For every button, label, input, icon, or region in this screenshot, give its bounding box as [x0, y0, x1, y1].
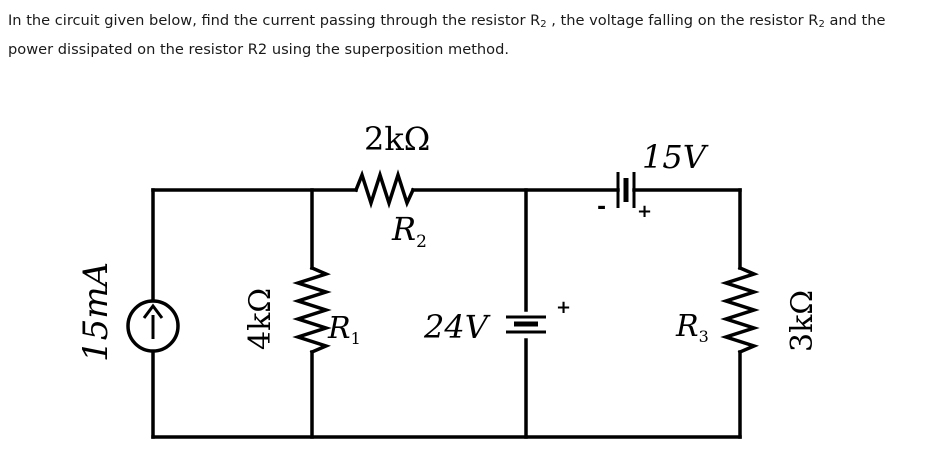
label-2kohm: 2kΩ: [364, 120, 431, 158]
label-15v-minus: -: [597, 195, 607, 220]
label-3kohm: 3kΩ: [785, 289, 820, 352]
label-15ma: 15mA: [76, 261, 116, 362]
battery-15v: [618, 172, 634, 208]
question-sub2: 2: [818, 19, 825, 30]
label-4kohm: 4kΩ: [243, 287, 278, 350]
question-part2: , the voltage falling on the resistor R: [546, 12, 819, 29]
resistor-r2-zigzag: [356, 175, 413, 203]
current-source: [128, 301, 178, 351]
label-r1: [327, 311, 361, 348]
label-24v-plus: +: [556, 297, 572, 318]
label-15v: 15V: [642, 138, 706, 176]
battery-24v: [506, 317, 546, 332]
label-r3-sub: 3: [698, 327, 709, 346]
label-r2-sub: 2: [416, 232, 427, 252]
label-r3: [675, 309, 709, 346]
question-part1: In the circuit given below, find the current passing through the resistor R: [8, 12, 541, 29]
resistor-r1-zigzag: [298, 268, 326, 352]
question-sub1: 2: [540, 19, 547, 30]
label-24v: 24V: [424, 308, 488, 346]
label-r2: [391, 210, 427, 252]
label-r3-name: R: [676, 309, 699, 344]
question-part3: and the power dissipated on the resistor R2 using the superposition method.: [8, 12, 886, 58]
label-r1-sub: 1: [350, 329, 361, 348]
resistor-r3-zigzag: [726, 268, 754, 352]
label-r2-name: R: [392, 210, 417, 248]
label-15v-plus: +: [637, 201, 653, 222]
label-r1-name: R: [328, 311, 351, 346]
